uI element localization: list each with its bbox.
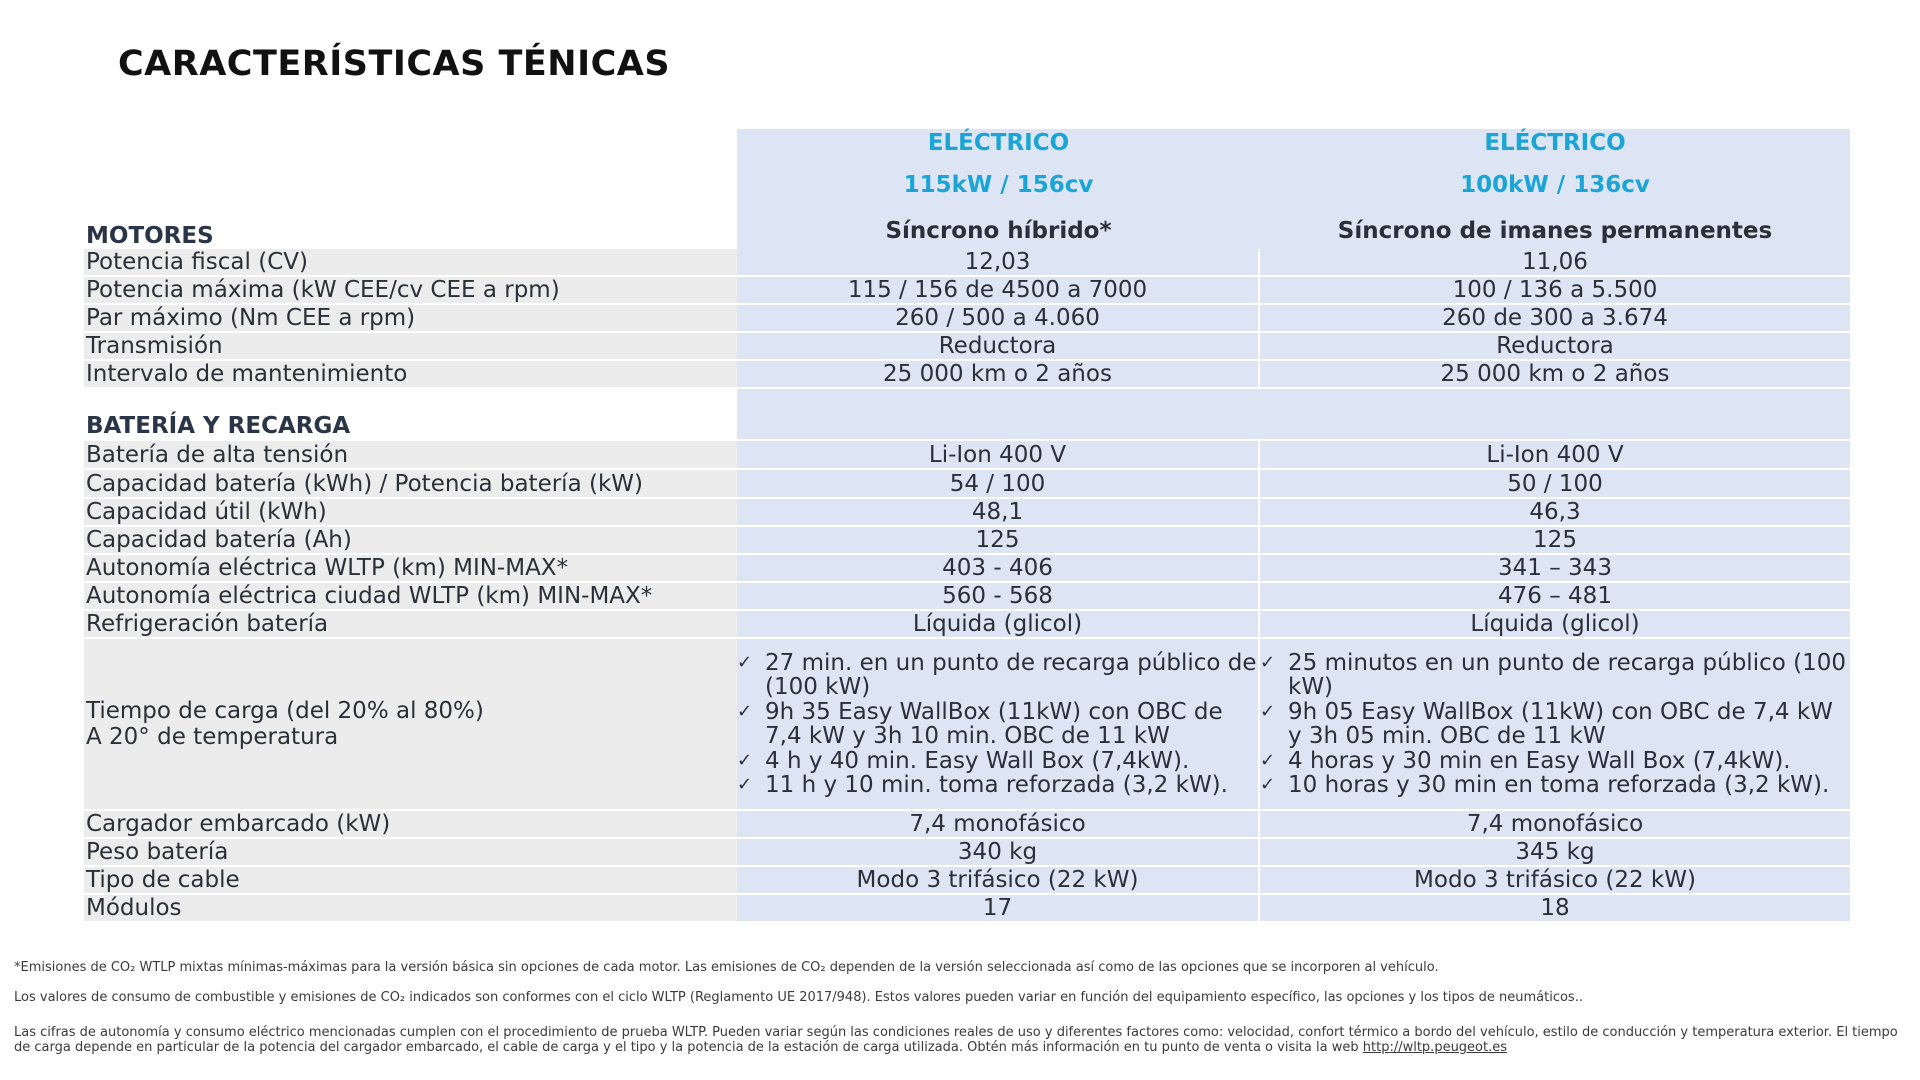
list-item: ✓ 27 min. en un punto de recarga público de (100 kW): [737, 649, 1257, 700]
table-row: [84, 249, 1850, 277]
row-label: Cargador embarcado (kW): [84, 811, 737, 839]
section-title-motores: MOTORES: [84, 213, 737, 249]
charge-time-label: [84, 639, 737, 811]
table-row: [84, 839, 1850, 867]
section-title-bateria: BATERÍA Y RECARGA: [84, 389, 737, 441]
charge-time-col2: [1260, 639, 1850, 811]
col2-motor: Síncrono de imanes permanentes: [1260, 213, 1850, 249]
row-value-col1: 115 / 156 de 4500 a 7000: [737, 277, 1260, 305]
row-value-col2: 476 – 481: [1260, 583, 1850, 611]
footnote-autonomy-text: Las cifras de autonomía y consumo eléctrico mencionadas cumplen con el procedimiento de prueba WLTP. Pueden variar según las condiciones reales de uso y diferentes factores como: velocidad, confort térmico a bordo del vehículo, estilo de conducción y temperatura exterior. El tiempo de carga depende en particular de la potencia del cargador embarcado, el cable de carga y el tipo y la potencia de la estación de carga utilizada. Obtén más información en tu punto de venta o visita la web: [14, 1025, 1898, 1055]
row-label: Potencia fiscal (CV): [84, 249, 737, 277]
row-value-col2: 50 / 100: [1260, 470, 1850, 499]
header-blank: [84, 129, 737, 157]
row-value-col2: 100 / 136 a 5.500: [1260, 277, 1850, 305]
row-value-col2: 18: [1260, 895, 1850, 921]
row-value-col1: 403 - 406: [737, 555, 1260, 583]
row-value-col1: 340 kg: [737, 839, 1260, 867]
table-row: [84, 555, 1850, 583]
row-value-col1: 54 / 100: [737, 470, 1260, 499]
charge-list-col2: [1260, 651, 1850, 798]
check-icon: ✓: [1260, 749, 1276, 771]
table-row: [84, 441, 1850, 470]
list-item: ✓ 9h 05 Easy WallBox (11kW) con OBC de 7,4 kW y 3h 05 min. OBC de 11 kW: [1260, 698, 1833, 749]
row-label: Capacidad batería (kWh) / Potencia batería (kW): [84, 470, 737, 499]
charge-time-label-line2: A 20° de temperatura: [86, 724, 339, 750]
check-icon: ✓: [1260, 651, 1276, 673]
list-item: ✓ 4 h y 40 min. Easy Wall Box (7,4kW).: [737, 747, 1190, 774]
row-value-col1: 260 / 500 a 4.060: [737, 305, 1260, 333]
check-icon: ✓: [737, 774, 753, 795]
row-label: Tipo de cable: [84, 867, 737, 895]
row-value-col1: 7,4 monofásico: [737, 811, 1260, 839]
spec-table: [84, 129, 1850, 921]
row-value-col2: Reductora: [1260, 333, 1850, 361]
col1-type: ELÉCTRICO: [737, 129, 1260, 157]
table-row: [84, 470, 1850, 499]
check-icon: ✓: [1260, 700, 1276, 722]
row-label: Capacidad batería (Ah): [84, 527, 737, 555]
row-label: Módulos: [84, 895, 737, 921]
section-spacer: [737, 389, 1850, 441]
table-row: [84, 527, 1850, 555]
row-value-col2: 125: [1260, 527, 1850, 555]
list-item: ✓ 10 horas y 30 min en toma reforzada (3,2 kW).: [1260, 772, 1830, 798]
check-icon: ✓: [1260, 774, 1276, 795]
footnote-autonomy: [14, 1025, 1904, 1055]
row-value-col2: 25 000 km o 2 años: [1260, 361, 1850, 389]
page-title: CARACTERÍSTICAS TÉNICAS: [118, 44, 671, 84]
row-value-col1: 560 - 568: [737, 583, 1260, 611]
row-value-col1: Líquida (glicol): [737, 611, 1260, 639]
row-value-col2: Li-Ion 400 V: [1260, 441, 1850, 470]
check-icon: ✓: [737, 651, 753, 673]
list-item: ✓ 4 horas y 30 min en Easy Wall Box (7,4kW).: [1260, 747, 1791, 774]
row-value-col2: 341 – 343: [1260, 555, 1850, 583]
row-label: Transmisión: [84, 333, 737, 361]
charge-time-col1: [737, 639, 1260, 811]
footnote-emissions: *Emisiones de CO₂ WTLP mixtas mínimas-máximas para la versión básica sin opciones de cada motor. Las emisiones de CO₂ dependen de la versión seleccionada así como de las opciones que se incorporen al vehículo.: [14, 960, 1439, 975]
charge-time-label-line1: Tiempo de carga (del 20% al 80%): [86, 698, 484, 724]
row-value-col1: 125: [737, 527, 1260, 555]
table-row: [84, 611, 1850, 639]
row-value-col2: 46,3: [1260, 499, 1850, 527]
table-row: [84, 305, 1850, 333]
row-value-col1: 12,03: [737, 249, 1260, 277]
row-label: Peso batería: [84, 839, 737, 867]
table-row: [84, 499, 1850, 527]
table-row: [84, 811, 1850, 839]
table-row: [84, 333, 1850, 361]
row-value-col2: 345 kg: [1260, 839, 1850, 867]
row-value-col2: 7,4 monofásico: [1260, 811, 1850, 839]
table-row: [84, 361, 1850, 389]
row-value-col1: 48,1: [737, 499, 1260, 527]
row-label: Refrigeración batería: [84, 611, 737, 639]
wltp-link[interactable]: http://wltp.peugeot.es: [1362, 1040, 1508, 1055]
row-value-col1: 17: [737, 895, 1260, 921]
row-label: Batería de alta tensión: [84, 441, 737, 470]
col2-type: ELÉCTRICO: [1260, 129, 1850, 157]
table-row: [84, 867, 1850, 895]
footnote-wltp: Los valores de consumo de combustible y emisiones de CO₂ indicados son conformes con el ciclo WLTP (Reglamento UE 2017/948). Estos valores pueden variar en función del equipamiento específico, las opciones y los tipos de neumáticos..: [14, 990, 1583, 1005]
row-value-col2: 11,06: [1260, 249, 1850, 277]
row-value-col1: Reductora: [737, 333, 1260, 361]
row-value-col2: 260 de 300 a 3.674: [1260, 305, 1850, 333]
row-label: Capacidad útil (kWh): [84, 499, 737, 527]
list-item: ✓ 11 h y 10 min. toma reforzada (3,2 kW).: [737, 772, 1228, 798]
row-label: Autonomía eléctrica WLTP (km) MIN-MAX*: [84, 555, 737, 583]
check-icon: ✓: [737, 749, 753, 771]
row-value-col1: Modo 3 trifásico (22 kW): [737, 867, 1260, 895]
row-value-col1: 25 000 km o 2 años: [737, 361, 1260, 389]
table-row: [84, 277, 1850, 305]
list-item: ✓ 25 minutos en un punto de recarga público (100 kW): [1260, 649, 1846, 700]
table-row: [84, 895, 1850, 921]
col2-power: 100kW / 136cv: [1260, 157, 1850, 213]
row-value-col1: Li-Ion 400 V: [737, 441, 1260, 470]
col1-power: 115kW / 156cv: [737, 157, 1260, 213]
row-label: Potencia máxima (kW CEE/cv CEE a rpm): [84, 277, 737, 305]
table-row: [84, 583, 1850, 611]
row-label: Par máximo (Nm CEE a rpm): [84, 305, 737, 333]
row-value-col2: Modo 3 trifásico (22 kW): [1260, 867, 1850, 895]
col1-motor: Síncrono híbrido*: [737, 213, 1260, 249]
row-label: Intervalo de mantenimiento: [84, 361, 737, 389]
charge-time-row: [84, 639, 1850, 811]
row-value-col2: Líquida (glicol): [1260, 611, 1850, 639]
check-icon: ✓: [737, 700, 753, 722]
list-item: ✓ 9h 35 Easy WallBox (11kW) con OBC de 7,4 kW y 3h 10 min. OBC de 11 kW: [737, 698, 1223, 749]
charge-list-col1: [737, 651, 1258, 798]
row-label: Autonomía eléctrica ciudad WLTP (km) MIN-MAX*: [84, 583, 737, 611]
